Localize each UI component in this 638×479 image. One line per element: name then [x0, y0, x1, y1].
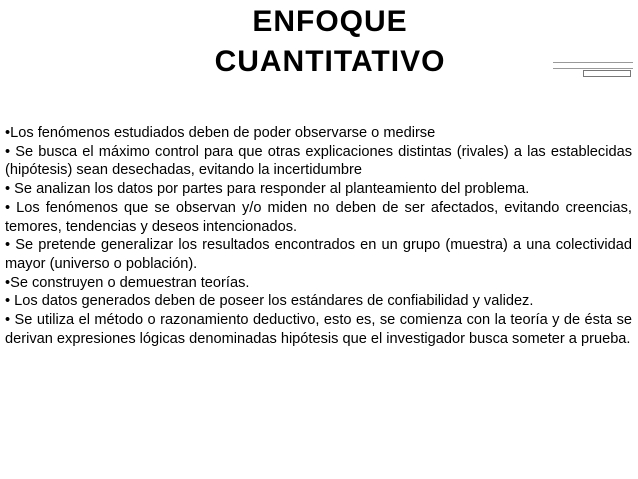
bullet-item: •Los fenómenos estudiados deben de poder observarse o medirse [5, 125, 436, 141]
decorative-chart-thumbnail [553, 0, 633, 82]
title-line-1: ENFOQUE [252, 5, 408, 38]
title-line-2: CUANTITATIVO [214, 45, 446, 78]
bullet-list [5, 124, 632, 348]
bullet-item: • Se busca el máximo control para que otras explicaciones distintas (rivales) a las establecidas (hipótesis) sean desechadas, evitando la incertidumbre [5, 143, 632, 179]
slide-title [120, 2, 540, 82]
bullet-item: • Se analizan los datos por partes para responder al planteamiento del problema. [5, 181, 530, 198]
bullet-item: • Se pretende generalizar los resultados encontrados en un grupo (muestra) a una colectividad mayor (universo o población). [5, 237, 632, 272]
thumbnail-legend-box [583, 70, 631, 77]
bullet-item: • Los datos generados deben de poseer los estándares de confiabilidad y validez. [5, 293, 534, 310]
bullet-item: •Se construyen o demuestran teorías. [5, 274, 250, 291]
bullet-item: • Los fenómenos que se observan y/o miden no deben de ser afectados, evitando creencias, temores, tendencias y deseos intencionados. [5, 199, 632, 235]
bullet-item: • Se utiliza el método o razonamiento deductivo, esto es, se comienza con la teoría y de ésta se derivan expresiones lógicas denominadas hipótesis que el investigador busca someter a prueba. [5, 312, 632, 347]
